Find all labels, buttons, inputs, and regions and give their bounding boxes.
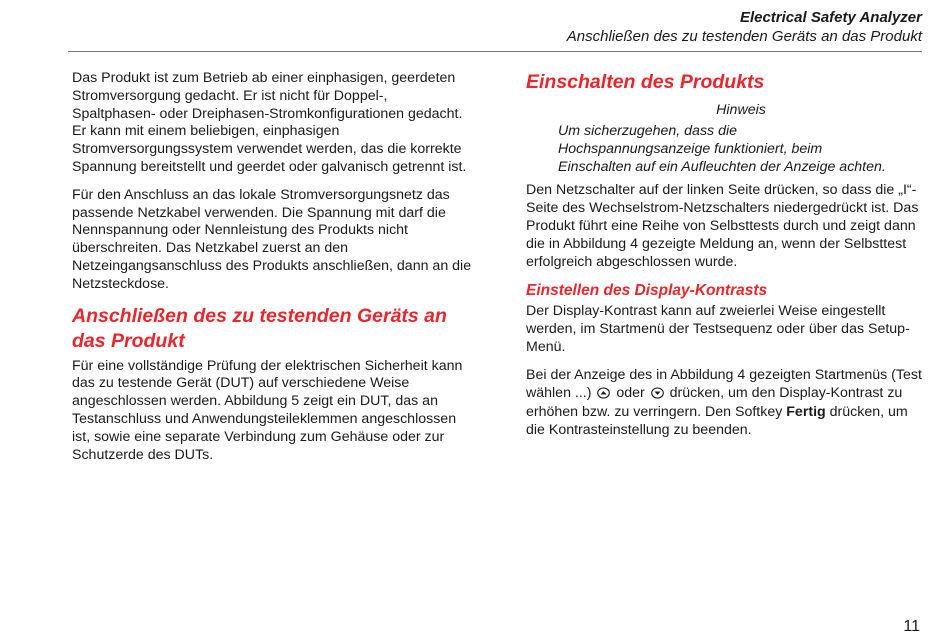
right-paragraph-3	[526, 367, 926, 440]
section-heading-connect-dut: Anschließen des zu testenden Geräts an das Produkt	[72, 304, 447, 352]
contrast-text-c: drücken, um die Kontrasteinstellung zu beenden.	[526, 404, 908, 439]
header-subtitle: Anschließen des zu testenden Geräts an das Produkt	[566, 28, 922, 45]
subheading-display-contrast: Einstellen des Display-Kontrasts	[526, 282, 768, 300]
right-paragraph-2: Der Display-Kontrast kann auf zweierlei Weise eingestellt werden, im Startmenü der Testsequenz oder über das Setup-Menü.	[526, 303, 910, 355]
header-rule	[68, 51, 922, 52]
left-paragraph-1: Das Produkt ist zum Betrieb ab einer einphasigen, geerdeten Stromversorgung gedacht. Er ist nicht für Doppel-, Spaltphasen- oder Dreiphasen-Stromkonfigurationen gedacht. Er kann mit einem beliebigen, einphasigen Stromversorgungssystem verwendet werden, das die korrekte Spannung bereitstellt und geerdet oder galvanisch getrennt ist.	[72, 70, 467, 175]
note-title: Hinweis	[716, 102, 766, 118]
note-body: Um sicherzugehen, dass die Hochspannungsanzeige funktioniert, beim Einschalten auf ein Aufleuchten der Anzeige achten.	[558, 123, 886, 175]
left-column	[72, 70, 472, 474]
left-paragraph-2: Für den Anschluss an das lokale Stromversorgungsnetz das passende Netzkabel verwenden. Die Spannung mit darf die Nennspannung oder Nennleistung des Produkts nicht überschreiten. Das Netzkabel zuerst an den Netzeingangsanschluss des Produkts anschließen, dann an die Netzsteckdose.	[72, 186, 472, 292]
right-column	[526, 70, 926, 450]
left-paragraph-3: Für eine vollständige Prüfung der elektrischen Sicherheit kann das zu testende Gerät (DUT) auf verschiedene Weise angeschlossen werden. Abbildung 5 zeigt ein DUT, das an Testanschluss und Anwendungsteileklemmen angeschlossen ist, sowie eine separate Verbindung zum Gehäuse oder zur Schutzerde des DUTs.	[72, 357, 463, 463]
running-header	[567, 8, 922, 46]
contrast-text-or: oder	[616, 384, 645, 401]
right-paragraph-1: Den Netzschalter auf der linken Seite drücken, so dass die „I“-Seite des Wechselstrom-Netzschalters niedergedrückt ist. Das Produkt führt eine Reihe von Selbsttests durch und zeigt dann die in Abbildung 4 gezeigte Meldung an, wenn der Selbsttest erfolgreich abgeschlossen wurde.	[526, 182, 919, 270]
down-arrow-button-icon	[651, 387, 664, 405]
contrast-text-a: Bei der Anzeige des in Abbildung 4 gezeigten Startmenüs (Test wählen ...)	[526, 366, 922, 401]
page-number: 11	[903, 618, 920, 635]
section-heading-power-on: Einschalten des Produkts	[526, 71, 765, 93]
up-arrow-button-icon	[597, 387, 610, 405]
header-title: Electrical Safety Analyzer	[739, 9, 922, 26]
contrast-text-b: drücken, um den Display-Kontrast zu erhöhen bzw. zu verringern. Den Softkey	[526, 384, 903, 421]
softkey-fertig: Fertig	[786, 404, 826, 421]
